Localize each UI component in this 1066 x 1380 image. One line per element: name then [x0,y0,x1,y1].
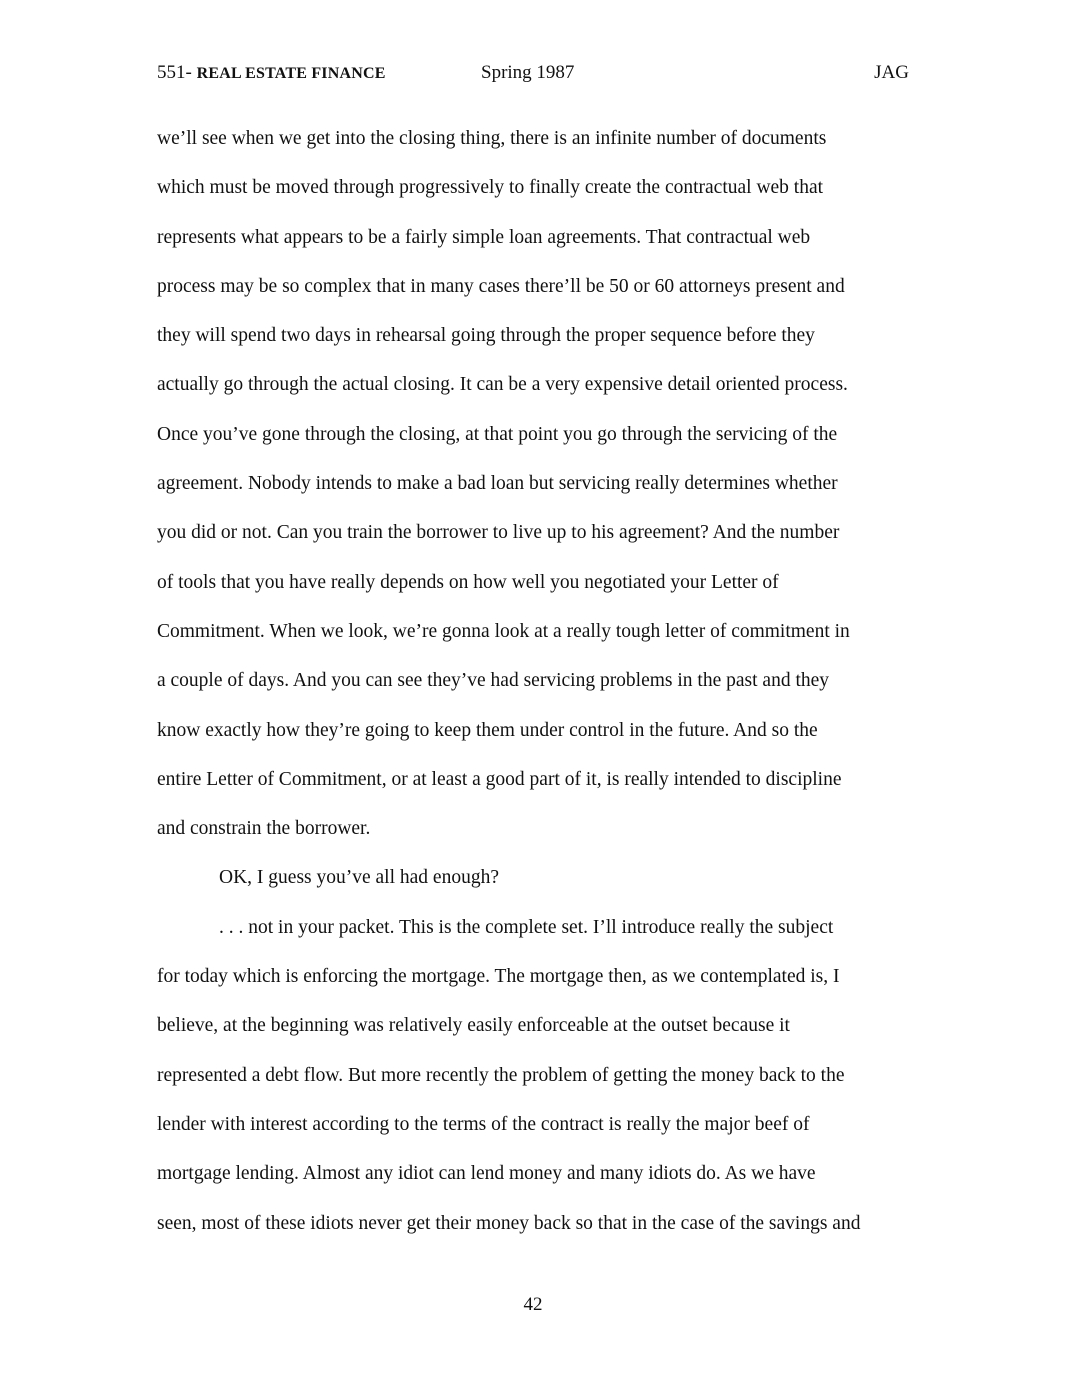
text-line: know exactly how they’re going to keep them under control in the future. And so the [157,719,818,741]
text-line: which must be moved through progressively to finally create the contractual web that [157,177,824,199]
text-line: you did or not. Can you train the borrower to live up to his agreement? And the number [157,522,840,544]
page-number: 42 [523,1294,543,1315]
text-line: represented a debt flow. But more recently the problem of getting the money back to the [157,1064,845,1086]
text-line: actually go through the actual closing. It can be a very expensive detail oriented process. [157,374,848,396]
text-line: we’ll see when we get into the closing thing, there is an infinite number of documents [157,128,827,149]
text-line: entire Letter of Commitment, or at least a good part of it, is really intended to discipline [157,768,842,790]
text-line: mortgage lending. Almost any idiot can lend money and many idiots do. As we have [157,1163,816,1185]
text-line: for today which is enforcing the mortgage. The mortgage then, as we contemplated is, I [157,966,840,988]
course-heading [157,62,386,84]
text-line: represents what appears to be a fairly simple loan agreements. That contractual web [157,226,811,248]
text-line: process may be so complex that in many cases there’ll be 50 or 60 attorneys present and [157,275,845,297]
text-line: believe, at the beginning was relatively easily enforceable at the outset because it [157,1015,790,1037]
text-line: Once you’ve gone through the closing, at that point you go through the servicing of the [157,423,838,445]
paragraph-start-line: . . . not in your packet. This is the complete set. I’ll introduce really the subject [219,916,834,938]
text-line: seen, most of these idiots never get their money back so that in the case of the savings and [157,1212,861,1234]
term: Spring 1987 [481,62,575,83]
author-initials: JAG [874,62,909,83]
page-header [157,62,909,90]
text-line: Commitment. When we look, we’re gonna look at a really tough letter of commitment in [157,620,850,642]
transcript-body [157,124,917,1258]
text-line: a couple of days. And you can see they’ve had servicing problems in the past and they [157,670,830,692]
text-line: lender with interest according to the terms of the contract is really the major beef of [157,1113,810,1135]
text-line: agreement. Nobody intends to make a bad loan but servicing really determines whether [157,473,838,495]
course-title: REAL ESTATE FINANCE [196,65,386,82]
text-line: they will spend two days in rehearsal going through the proper sequence before they [157,325,815,347]
text-line: and constrain the borrower. [157,818,371,840]
text-line: of tools that you have really depends on how well you negotiated your Letter of [157,571,779,593]
paragraph-start-line: OK, I guess you’ve all had enough? [219,867,499,889]
course-number: 551- [157,62,192,83]
